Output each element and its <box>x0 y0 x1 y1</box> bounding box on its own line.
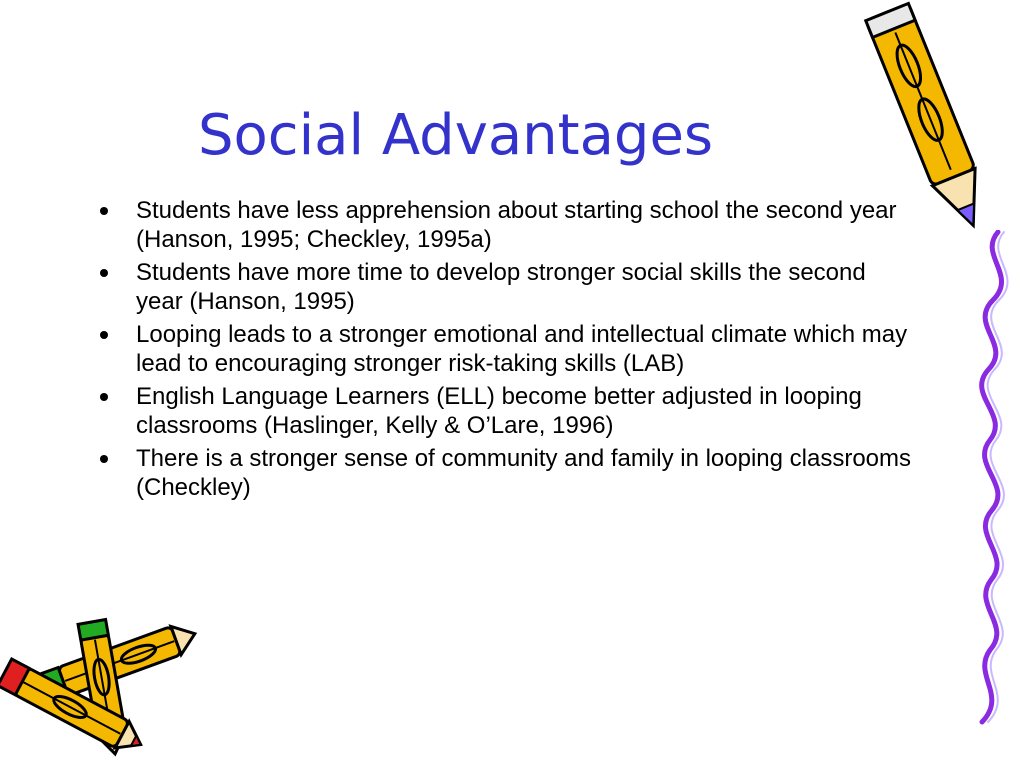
bullet-text: There is a stronger sense of community and family in looping classrooms (Checkley) <box>136 445 912 501</box>
bullet-item <box>96 258 916 316</box>
bullet-list <box>96 196 916 506</box>
crossed-pencils-icon <box>0 612 205 762</box>
squiggle-line-icon <box>958 230 1024 725</box>
bullet-text: Looping leads to a stronger emotional and intellectual climate which may lead to encouraging stronger risk-taking skills (LAB) <box>136 321 908 377</box>
bullet-text: Students have less apprehension about starting school the second year (Hanson, 1995; Checkley, 1995a) <box>136 197 897 253</box>
bullet-dot-icon <box>100 331 108 339</box>
bullet-item <box>96 382 916 440</box>
bullet-item <box>96 320 916 378</box>
bullet-dot-icon <box>100 393 108 401</box>
bullet-item <box>96 196 916 254</box>
bullet-dot-icon <box>100 207 108 215</box>
pencil-icon <box>860 0 1010 245</box>
slide-title: Social Advantages <box>198 103 714 168</box>
bullet-text: Students have more time to develop stronger social skills the second year (Hanson, 1995) <box>136 259 866 315</box>
bullet-item <box>96 444 916 502</box>
bullet-text: English Language Learners (ELL) become better adjusted in looping classrooms (Haslinger, Kelly & O’Lare, 1996) <box>136 383 862 439</box>
bullet-dot-icon <box>100 269 108 277</box>
bullet-dot-icon <box>100 455 108 463</box>
